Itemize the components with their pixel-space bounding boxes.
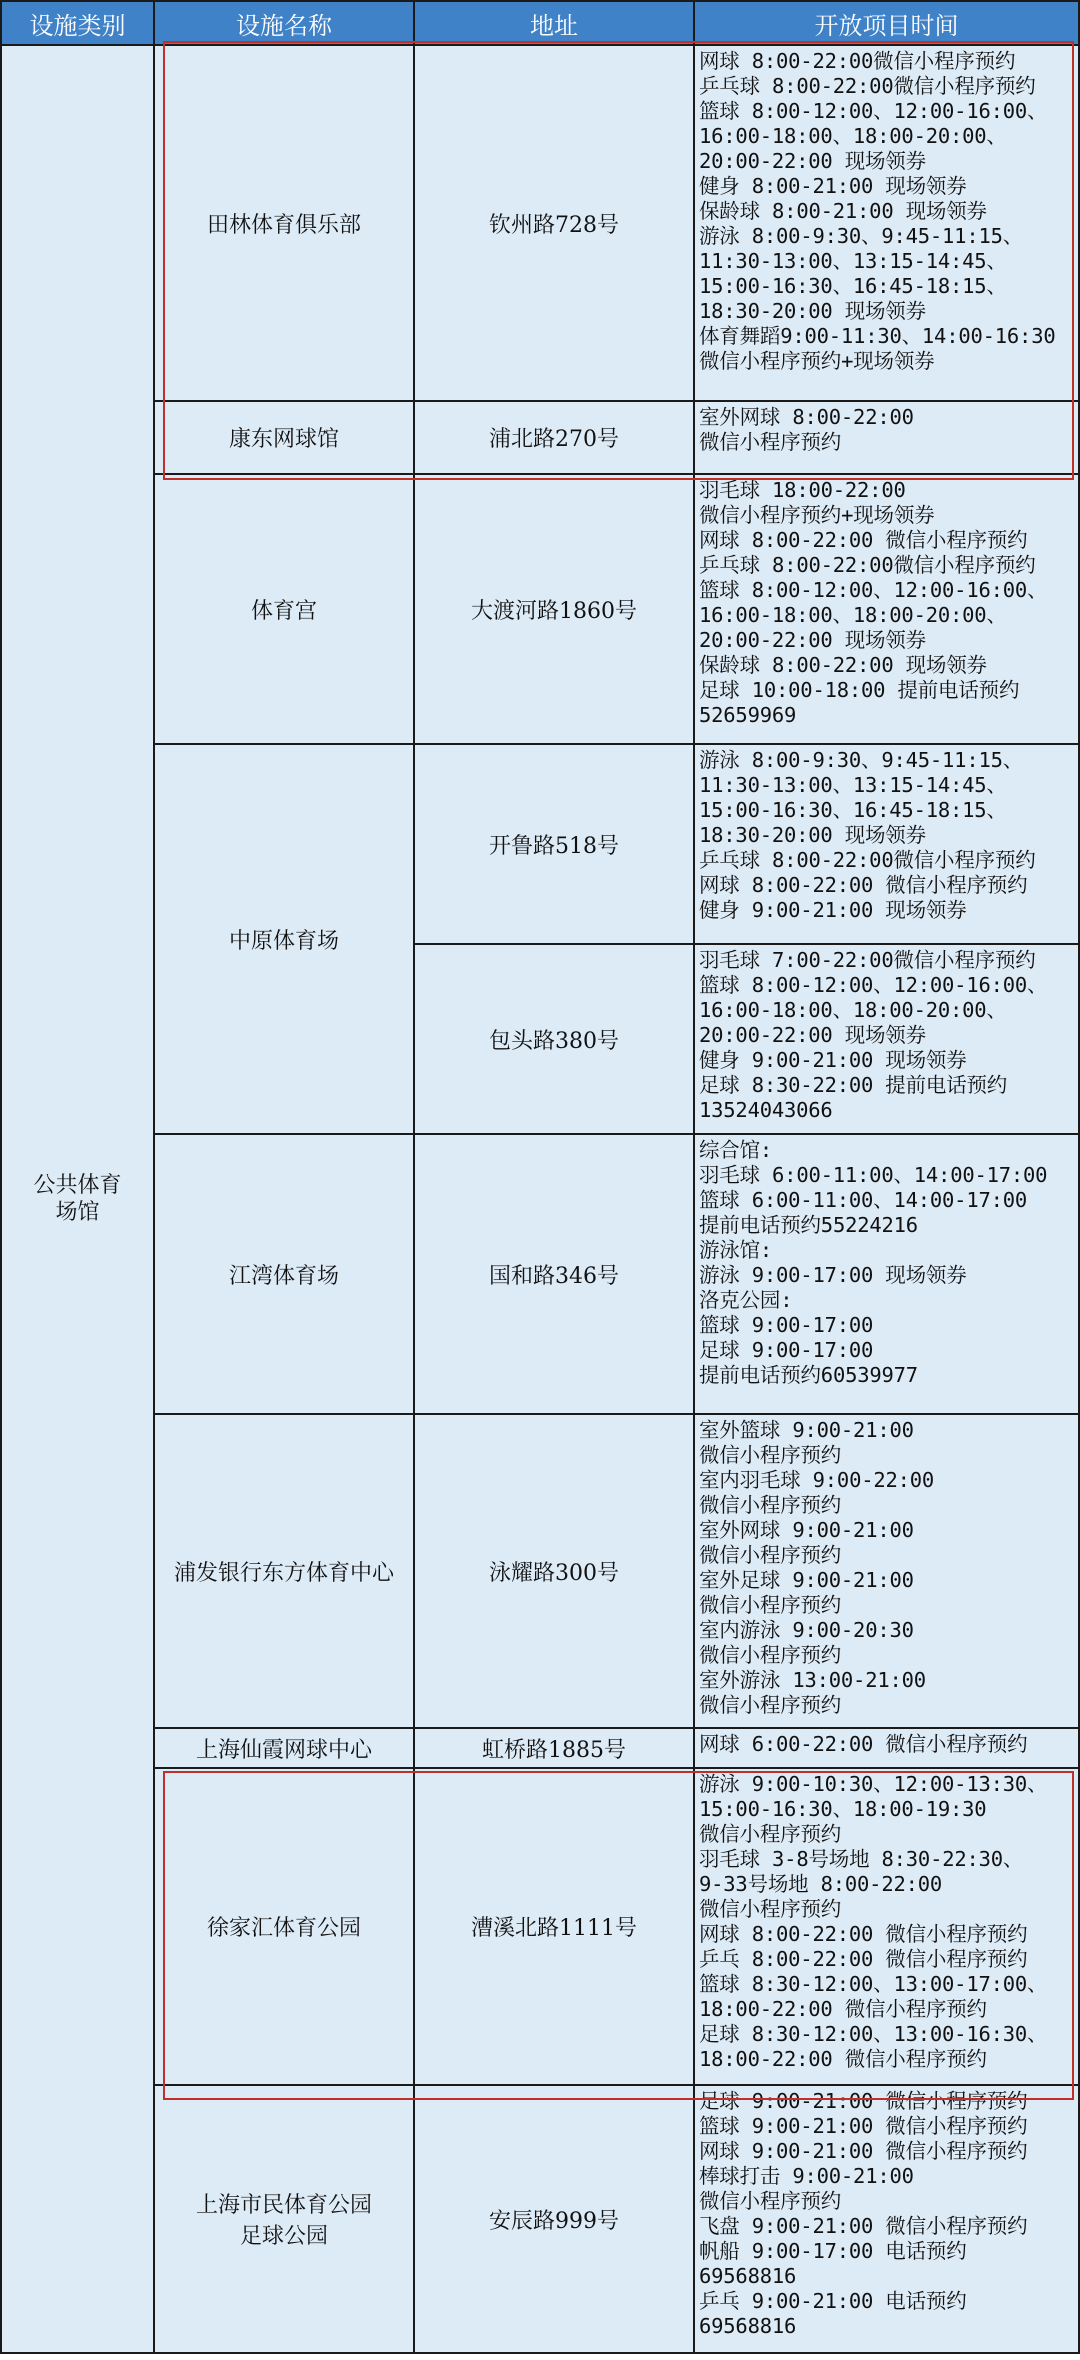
schedule-line: 足球 9:00-21:00 微信小程序预约	[699, 2089, 1028, 2113]
schedule-line: 18:30-20:00 现场领券	[699, 299, 926, 323]
schedule-line: 游泳 8:00-9:30、9:45-11:15、	[699, 748, 1024, 772]
schedule-line: 20:00-22:00 现场领券	[699, 149, 926, 173]
facility-name: 体育宫	[250, 598, 317, 624]
schedule-line: 室内游泳 9:00-20:30	[699, 1618, 914, 1642]
open-items-cell	[694, 1728, 1079, 1768]
schedule-line: 游泳 8:00-9:30、9:45-11:15、	[699, 224, 1024, 248]
schedule-line: 篮球 8:00-12:00、12:00-16:00、	[699, 578, 1048, 602]
schedule-line: 游泳 9:00-17:00 现场领券	[699, 1263, 967, 1287]
schedule-line: 足球 10:00-18:00 提前电话预约	[699, 678, 1020, 702]
header-open-items: 开放项目时间	[694, 1, 1079, 45]
category-label: 场馆	[55, 1200, 100, 1225]
facility-name-cell	[154, 1134, 414, 1414]
table-row	[1, 474, 1079, 744]
schedule-line: 室外篮球 9:00-21:00	[699, 1418, 914, 1442]
schedule-line: 羽毛球 3-8号场地 8:30-22:30、	[699, 1847, 1024, 1871]
schedule-line: 微信小程序预约	[699, 1897, 842, 1921]
schedule-line: 11:30-13:00、13:15-14:45、	[699, 773, 1007, 797]
category-label: 公共体育	[33, 1173, 122, 1198]
schedule-line: 微信小程序预约	[699, 1443, 842, 1467]
schedule-line: 18:30-20:00 现场领券	[699, 823, 926, 847]
schedule-line: 保龄球 8:00-22:00 现场领券	[699, 653, 987, 677]
schedule-line: 网球 8:00-22:00 微信小程序预约	[699, 1922, 1028, 1946]
schedule-line: 乒乓 9:00-21:00 电话预约	[699, 2289, 967, 2313]
schedule-line: 健身 9:00-21:00 现场领券	[699, 898, 967, 922]
schedule-line: 健身 8:00-21:00 现场领券	[699, 174, 967, 198]
facility-name-cell	[154, 401, 414, 474]
schedule-line: 足球 8:30-12:00、13:00-16:30、	[699, 2022, 1048, 2046]
table-body	[1, 45, 1079, 2353]
schedule-line: 18:00-22:00 微信小程序预约	[699, 1997, 987, 2021]
facility-name-cell	[154, 45, 414, 401]
schedule-line: 篮球 6:00-11:00、14:00-17:00	[699, 1188, 1028, 1212]
facility-name-cell	[154, 1414, 414, 1728]
address-cell: 开鲁路518号	[414, 744, 694, 944]
schedule-line: 11:30-13:00、13:15-14:45、	[699, 249, 1007, 273]
schedule-line: 69568816	[699, 2314, 797, 2338]
facility-name: 中原体育场	[228, 928, 339, 954]
schedule-line: 飞盘 9:00-21:00 微信小程序预约	[699, 2214, 1028, 2238]
header-facility-name: 设施名称	[154, 1, 414, 45]
schedule-line: 网球 9:00-21:00 微信小程序预约	[699, 2139, 1028, 2163]
table-row	[1, 401, 1079, 474]
schedule-line: 室外网球 9:00-21:00	[699, 1518, 914, 1542]
schedule-line: 足球 9:00-17:00	[699, 1338, 874, 1362]
table-row	[1, 1728, 1079, 1768]
schedule-line: 微信小程序预约	[699, 1543, 842, 1567]
schedule-line: 网球 6:00-22:00 微信小程序预约	[699, 1732, 1028, 1756]
facility-name-cell	[154, 1728, 414, 1768]
schedule-line: 乒乓 8:00-22:00 微信小程序预约	[699, 1947, 1028, 1971]
header-address: 地址	[414, 1, 694, 45]
open-items-cell	[694, 1134, 1079, 1414]
schedule-line: 提前电话预约55224216	[699, 1213, 918, 1237]
schedule-line: 网球 8:00-22:00 微信小程序预约	[699, 528, 1028, 552]
schedule-line: 乒乓球 8:00-22:00微信小程序预约	[699, 848, 1036, 872]
schedule-line: 16:00-18:00、18:00-20:00、	[699, 603, 1007, 627]
facility-name: 上海市民体育公园	[195, 2193, 372, 2218]
facility-name: 上海仙霞网球中心	[195, 1737, 372, 1763]
schedule-line: 健身 9:00-21:00 现场领券	[699, 1048, 967, 1072]
schedule-line: 体育舞蹈9:00-11:30、14:00-16:30	[699, 324, 1056, 348]
schedule-line: 提前电话预约60539977	[699, 1363, 918, 1387]
open-items-cell	[694, 1414, 1079, 1728]
header-category: 设施类别	[1, 1, 154, 45]
facility-name: 田林体育俱乐部	[206, 212, 361, 238]
schedule-line: 网球 8:00-22:00微信小程序预约	[699, 49, 1016, 73]
facility-name-cell	[154, 474, 414, 744]
schedule-line: 20:00-22:00 现场领券	[699, 628, 926, 652]
schedule-line: 20:00-22:00 现场领券	[699, 1023, 926, 1047]
schedule-line: 室外足球 9:00-21:00	[699, 1568, 914, 1592]
schedule-line: 微信小程序预约	[699, 1822, 842, 1846]
schedule-line: 羽毛球 7:00-22:00微信小程序预约	[699, 948, 1036, 972]
table-row	[1, 744, 1079, 944]
schedule-line: 洛克公园:	[699, 1288, 793, 1312]
schedule-line: 15:00-16:30、16:45-18:15、	[699, 274, 1007, 298]
schedule-line: 羽毛球 6:00-11:00、14:00-17:00	[699, 1163, 1048, 1187]
open-items-cell	[694, 474, 1079, 744]
schedule-line: 微信小程序预约	[699, 1693, 842, 1717]
open-items-cell	[694, 1768, 1079, 2085]
schedule-line: 乒乓球 8:00-22:00微信小程序预约	[699, 553, 1036, 577]
open-items-cell	[694, 744, 1079, 944]
address-cell: 钦州路728号	[414, 45, 694, 401]
table-row	[1, 45, 1079, 401]
category-cell	[1, 45, 154, 2353]
address-cell: 浦北路270号	[414, 401, 694, 474]
schedule-line: 棒球打击 9:00-21:00	[699, 2164, 914, 2188]
header-row	[1, 1, 1079, 45]
schedule-line: 微信小程序预约+现场领券	[699, 349, 935, 373]
address-cell: 泳耀路300号	[414, 1414, 694, 1728]
schedule-line: 微信小程序预约	[699, 430, 842, 454]
schedule-line: 微信小程序预约	[699, 2189, 842, 2213]
facility-name: 徐家汇体育公园	[206, 1916, 361, 1941]
table-row	[1, 1414, 1079, 1728]
schedule-line: 篮球 9:00-17:00	[699, 1313, 874, 1337]
address-cell: 安辰路999号	[414, 2085, 694, 2353]
open-items-cell	[694, 401, 1079, 474]
schedule-line: 篮球 9:00-21:00 微信小程序预约	[699, 2114, 1028, 2138]
schedule-line: 16:00-18:00、18:00-20:00、	[699, 124, 1007, 148]
schedule-line: 室内羽毛球 9:00-22:00	[699, 1468, 935, 1492]
schedule-line: 篮球 8:00-12:00、12:00-16:00、	[699, 99, 1048, 123]
schedule-line: 18:00-22:00 微信小程序预约	[699, 2047, 987, 2071]
schedule-line: 13524043066	[699, 1098, 833, 1122]
address-cell: 包头路380号	[414, 944, 694, 1134]
facility-name: 浦发银行东方体育中心	[173, 1560, 394, 1586]
schedule-line: 乒乓球 8:00-22:00微信小程序预约	[699, 74, 1036, 98]
schedule-line: 网球 8:00-22:00 微信小程序预约	[699, 873, 1028, 897]
facility-name-cell	[154, 1768, 414, 2085]
schedule-line: 69568816	[699, 2264, 797, 2288]
schedule-line: 微信小程序预约	[699, 1493, 842, 1517]
address-cell: 国和路346号	[414, 1134, 694, 1414]
schedule-line: 16:00-18:00、18:00-20:00、	[699, 998, 1007, 1022]
address-cell: 虹桥路1885号	[414, 1728, 694, 1768]
schedule-line: 15:00-16:30、16:45-18:15、	[699, 798, 1007, 822]
facility-name: 江湾体育场	[228, 1263, 339, 1289]
facility-name: 康东网球馆	[228, 427, 339, 452]
open-items-cell	[694, 45, 1079, 401]
schedule-line: 微信小程序预约	[699, 1593, 842, 1617]
schedule-line: 篮球 8:30-12:00、13:00-17:00、	[699, 1972, 1048, 1996]
address-cell: 大渡河路1860号	[414, 474, 694, 744]
facility-name-cell	[154, 744, 414, 1134]
schedule-line: 游泳 9:00-10:30、12:00-13:30、	[699, 1772, 1048, 1796]
open-items-cell	[694, 2085, 1079, 2353]
facility-name-cell	[154, 2085, 414, 2353]
schedule-line: 室外游泳 13:00-21:00	[699, 1668, 926, 1692]
table-row	[1, 1768, 1079, 2085]
schedule-line: 足球 8:30-22:00 提前电话预约	[699, 1073, 1008, 1097]
open-items-cell	[694, 944, 1079, 1134]
schedule-line: 羽毛球 18:00-22:00	[699, 478, 906, 502]
schedule-line: 游泳馆:	[699, 1238, 773, 1262]
schedule-line: 帆船 9:00-17:00 电话预约	[699, 2239, 967, 2263]
address-cell: 漕溪北路1111号	[414, 1768, 694, 2085]
schedule-line: 微信小程序预约+现场领券	[699, 503, 935, 527]
schedule-line: 室外网球 8:00-22:00	[699, 405, 914, 429]
schedule-line: 篮球 8:00-12:00、12:00-16:00、	[699, 973, 1048, 997]
schedule-line: 综合馆:	[699, 1138, 773, 1162]
table-row	[1, 1134, 1079, 1414]
table-row	[1, 2085, 1079, 2353]
schedule-line: 微信小程序预约	[699, 1643, 842, 1667]
facility-name: 足球公园	[239, 2224, 328, 2249]
schedule-line: 保龄球 8:00-21:00 现场领券	[699, 199, 987, 223]
schedule-line: 52659969	[699, 703, 797, 727]
schedule-line: 15:00-16:30、18:00-19:30	[699, 1797, 987, 1821]
schedule-line: 9-33号场地 8:00-22:00	[699, 1872, 943, 1896]
